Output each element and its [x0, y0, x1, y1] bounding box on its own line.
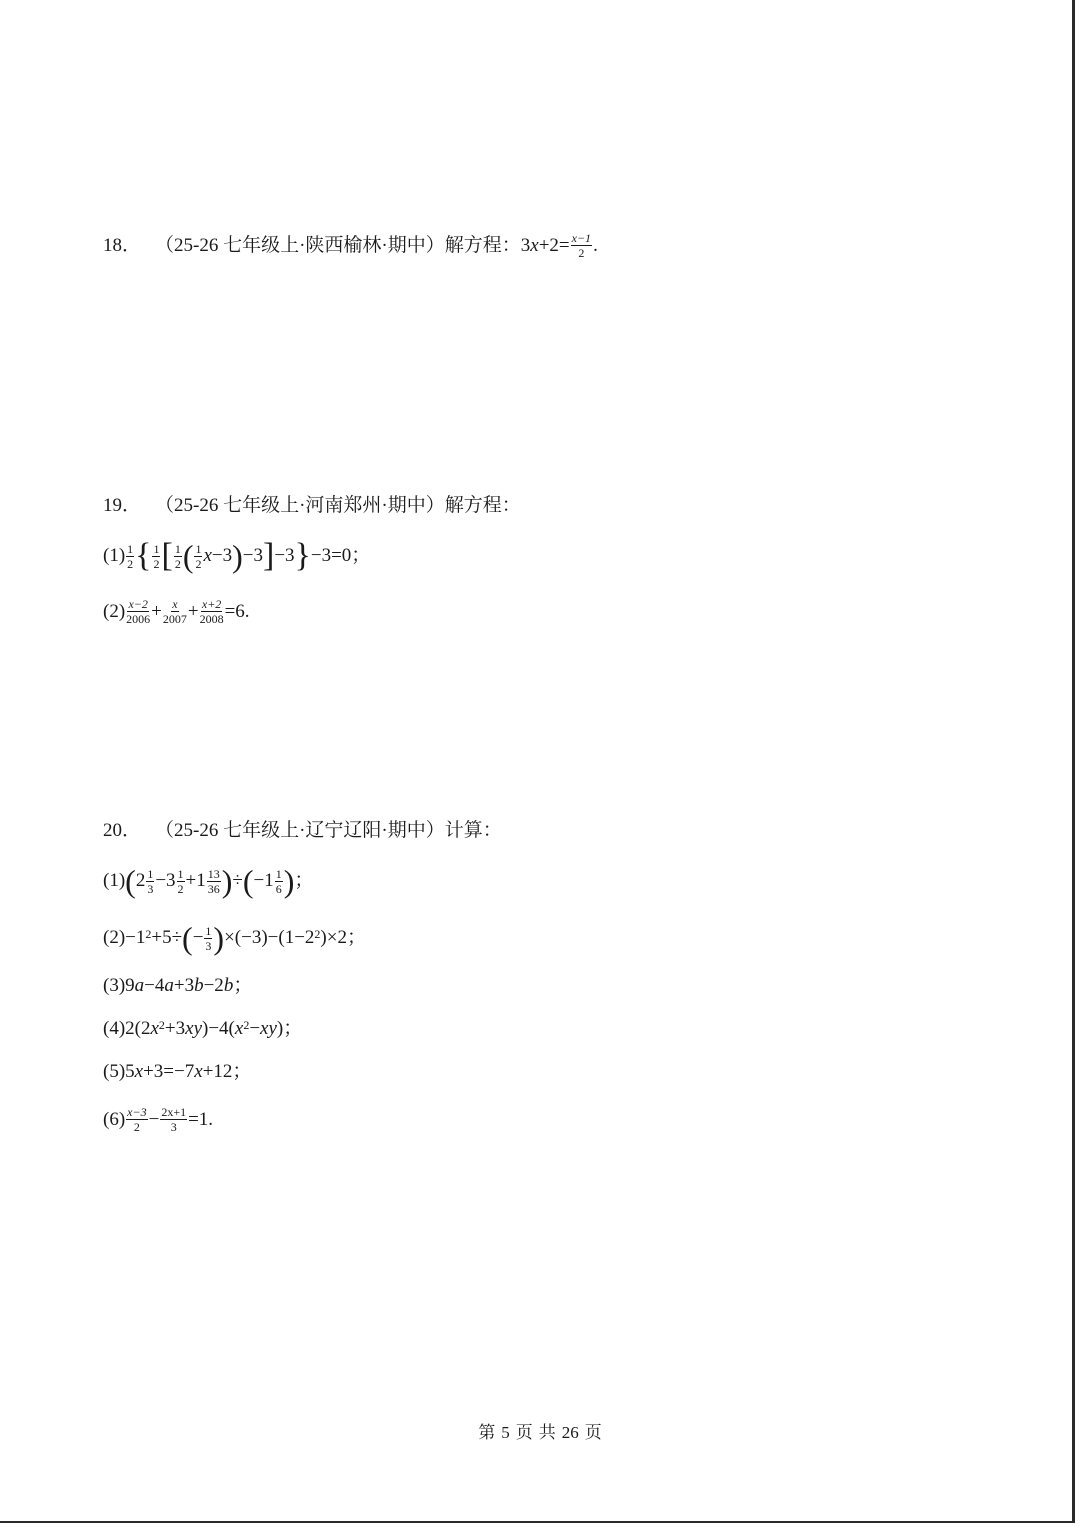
eq-rest: +2=: [538, 234, 570, 256]
question-number: 19．: [103, 495, 142, 516]
question-20-part-5: (5) 5x+3=−7x+12；: [103, 1061, 252, 1082]
part-end: =6.: [224, 600, 250, 622]
paren-open: (: [125, 863, 136, 899]
fraction: $\frac{1}{2}$: [195, 541, 202, 571]
part-label: (1): [103, 545, 126, 566]
fraction: $\frac{x+2}{2008}$: [199, 597, 224, 626]
question-18: [103, 232, 598, 259]
part-label: (2): [103, 600, 126, 622]
fraction-numerator: x−1: [571, 231, 592, 245]
question-20-part-3: (3)9a−4a+3b−2b；: [103, 975, 253, 996]
bracket-open: [: [161, 537, 173, 574]
fraction: $\frac{1}{2}$: [153, 541, 160, 571]
part-end: =1.: [188, 1108, 214, 1130]
question-20-part-1: (1) ( 2 $\frac{1}{3}$ −3 $\frac{1}{2}$ +1 $\frac{13}{36}$ ) ÷ ( −1 $\frac{1}{6}$ ) ；: [103, 863, 314, 899]
question-number: 20．: [103, 820, 142, 841]
question-source: （25-26 七年级上·辽宁辽阳·期中）计算：: [155, 820, 502, 841]
brace-close: }: [294, 537, 311, 574]
fraction: $\frac{1}{2}$: [174, 541, 181, 571]
fraction: $\frac{x-2}{2006}$: [126, 597, 151, 626]
bracket-close: ]: [263, 537, 275, 574]
page-footer: 第 5 页 共 26 页: [478, 1423, 602, 1442]
brace-open: {: [135, 537, 152, 574]
question-20-part-4: (4) $2(2x^2+3xy)-4(x^2-xy)$；: [103, 1018, 303, 1039]
page-number: 5: [501, 1423, 510, 1442]
part-label: (5): [103, 1061, 126, 1082]
eq-end: .: [593, 234, 598, 256]
part-label: (1): [103, 870, 126, 891]
part-label: (4): [103, 1018, 126, 1039]
question-19: [103, 494, 521, 518]
part-label: (6): [103, 1108, 126, 1130]
question-19-part-1: (1) $\frac{1}{2}$ { $\frac{1}{2}$ [ $\frac{1}{2}$ ( $\frac{1}{2}$ x −3 ) −3 ] −3 } −3=0；: [103, 537, 371, 574]
part-label: (2): [103, 927, 126, 948]
eq-var: x: [530, 234, 539, 256]
total-pages: 26: [561, 1423, 579, 1442]
question-number: 18．: [103, 234, 142, 256]
fraction: $\frac{x-3}{2}$: [127, 1105, 147, 1134]
question-20: [103, 819, 502, 843]
fraction: $\frac{2x+1}{3}$: [161, 1105, 187, 1134]
eq-coef: 3: [520, 234, 531, 256]
question-19-part-2: (2) $\frac{x-2}{2006}$ + $\frac{x}{2007}$ + $\frac{x+2}{2008}$ =6.: [103, 597, 250, 626]
question-20-part-2: (2) $-1^2+5\div$ ( − $\frac{1}{3}$ ) $\times(-3)-(1-2^2)\times 2$；: [103, 920, 366, 956]
fraction: $\frac{x}{2007}$: [162, 597, 187, 626]
question-source: （25-26 七年级上·河南郑州·期中）解方程：: [155, 495, 521, 516]
fraction-denominator: 2: [578, 246, 585, 260]
question-20-part-6: (6) $\frac{x-3}{2}$ − $\frac{2x+1}{3}$ =1.: [103, 1105, 214, 1134]
fraction: [571, 232, 592, 259]
fraction: $\frac{1}{2}$: [127, 541, 134, 571]
question-source: （25-26 七年级上·陕西榆林·期中）解方程：: [155, 234, 521, 256]
paren-close: ): [221, 863, 233, 899]
part-end: −3=0；: [310, 545, 371, 566]
paren-open: (: [182, 538, 194, 574]
paren-close: ): [232, 538, 243, 574]
